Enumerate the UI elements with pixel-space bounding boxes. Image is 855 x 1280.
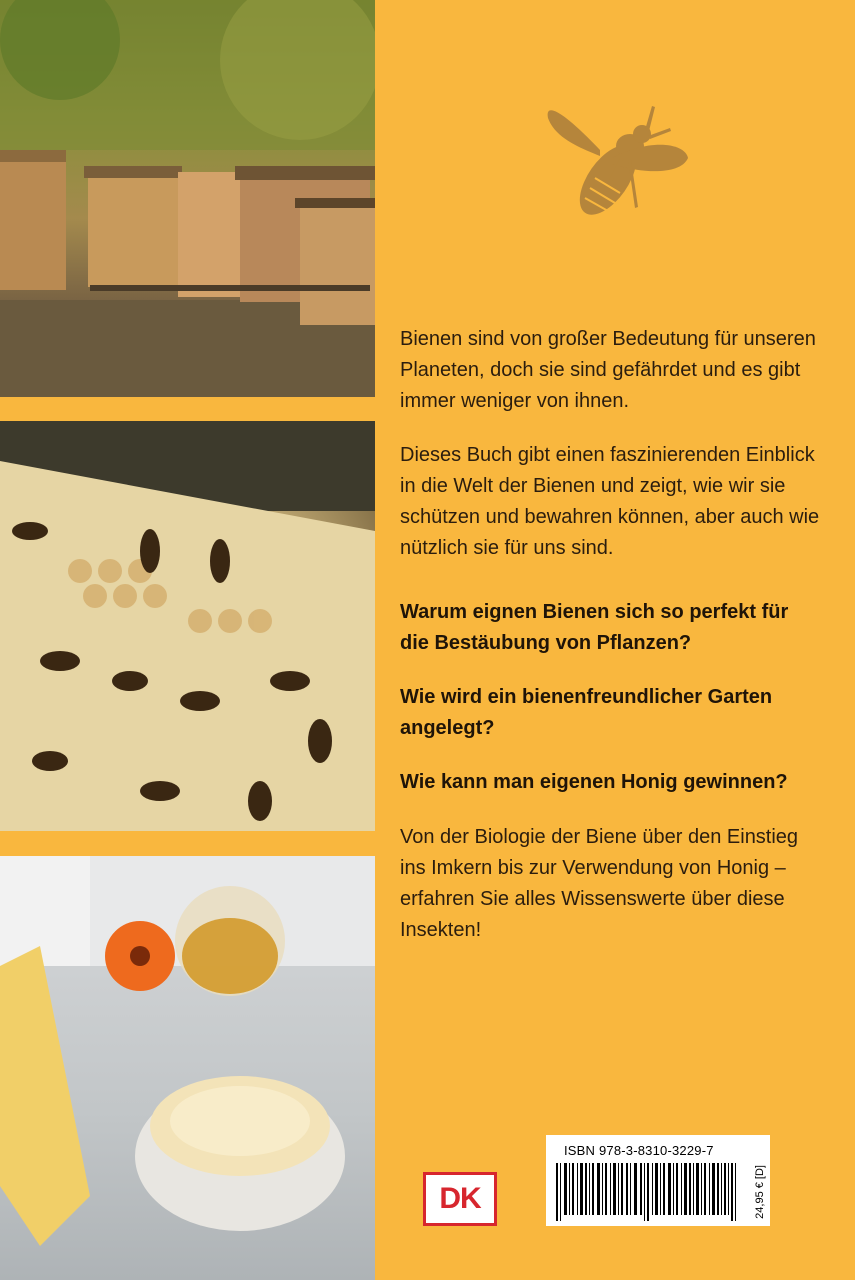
question-honey: Wie kann man eigenen Honig gewinnen? xyxy=(400,771,788,793)
bee-icon xyxy=(540,98,690,238)
honey-beeswax-photo xyxy=(0,856,375,1280)
barcode-bars xyxy=(556,1163,746,1221)
honeycomb-bees-photo xyxy=(0,421,375,831)
intro-paragraph: Bienen sind von großer Bedeutung für unseren Planeten, doch sie sind gefährdet und es gibt immer weniger von ihnen. xyxy=(400,328,816,412)
question-pollination: Warum eignen Bienen sich so perfekt für die Bestäubung von Pflanzen? xyxy=(400,601,789,654)
isbn-text: ISBN 978-3-8310-3229-7 xyxy=(564,1143,714,1158)
beehives-photo xyxy=(0,0,375,397)
price-text: 24,95 € [D] xyxy=(754,1165,766,1219)
question-garden: Wie wird ein bienenfreundlicher Garten angelegt? xyxy=(400,686,773,739)
closing-paragraph: Von der Biologie der Biene über den Einstieg ins Imkern bis zur Verwendung von Honig – erfahren Sie alles Wissenswerte über diese Insekten! xyxy=(400,826,799,941)
dk-publisher-logo xyxy=(423,1172,497,1226)
isbn-barcode xyxy=(546,1135,770,1226)
dk-logo-text: DK xyxy=(439,1182,481,1215)
book-description-paragraph: Dieses Buch gibt einen faszinierenden Einblick in die Welt der Bienen und zeigt, wie wir sie schützen und bewahren können, aber auch wie nützlich sie für uns sind. xyxy=(400,444,820,559)
